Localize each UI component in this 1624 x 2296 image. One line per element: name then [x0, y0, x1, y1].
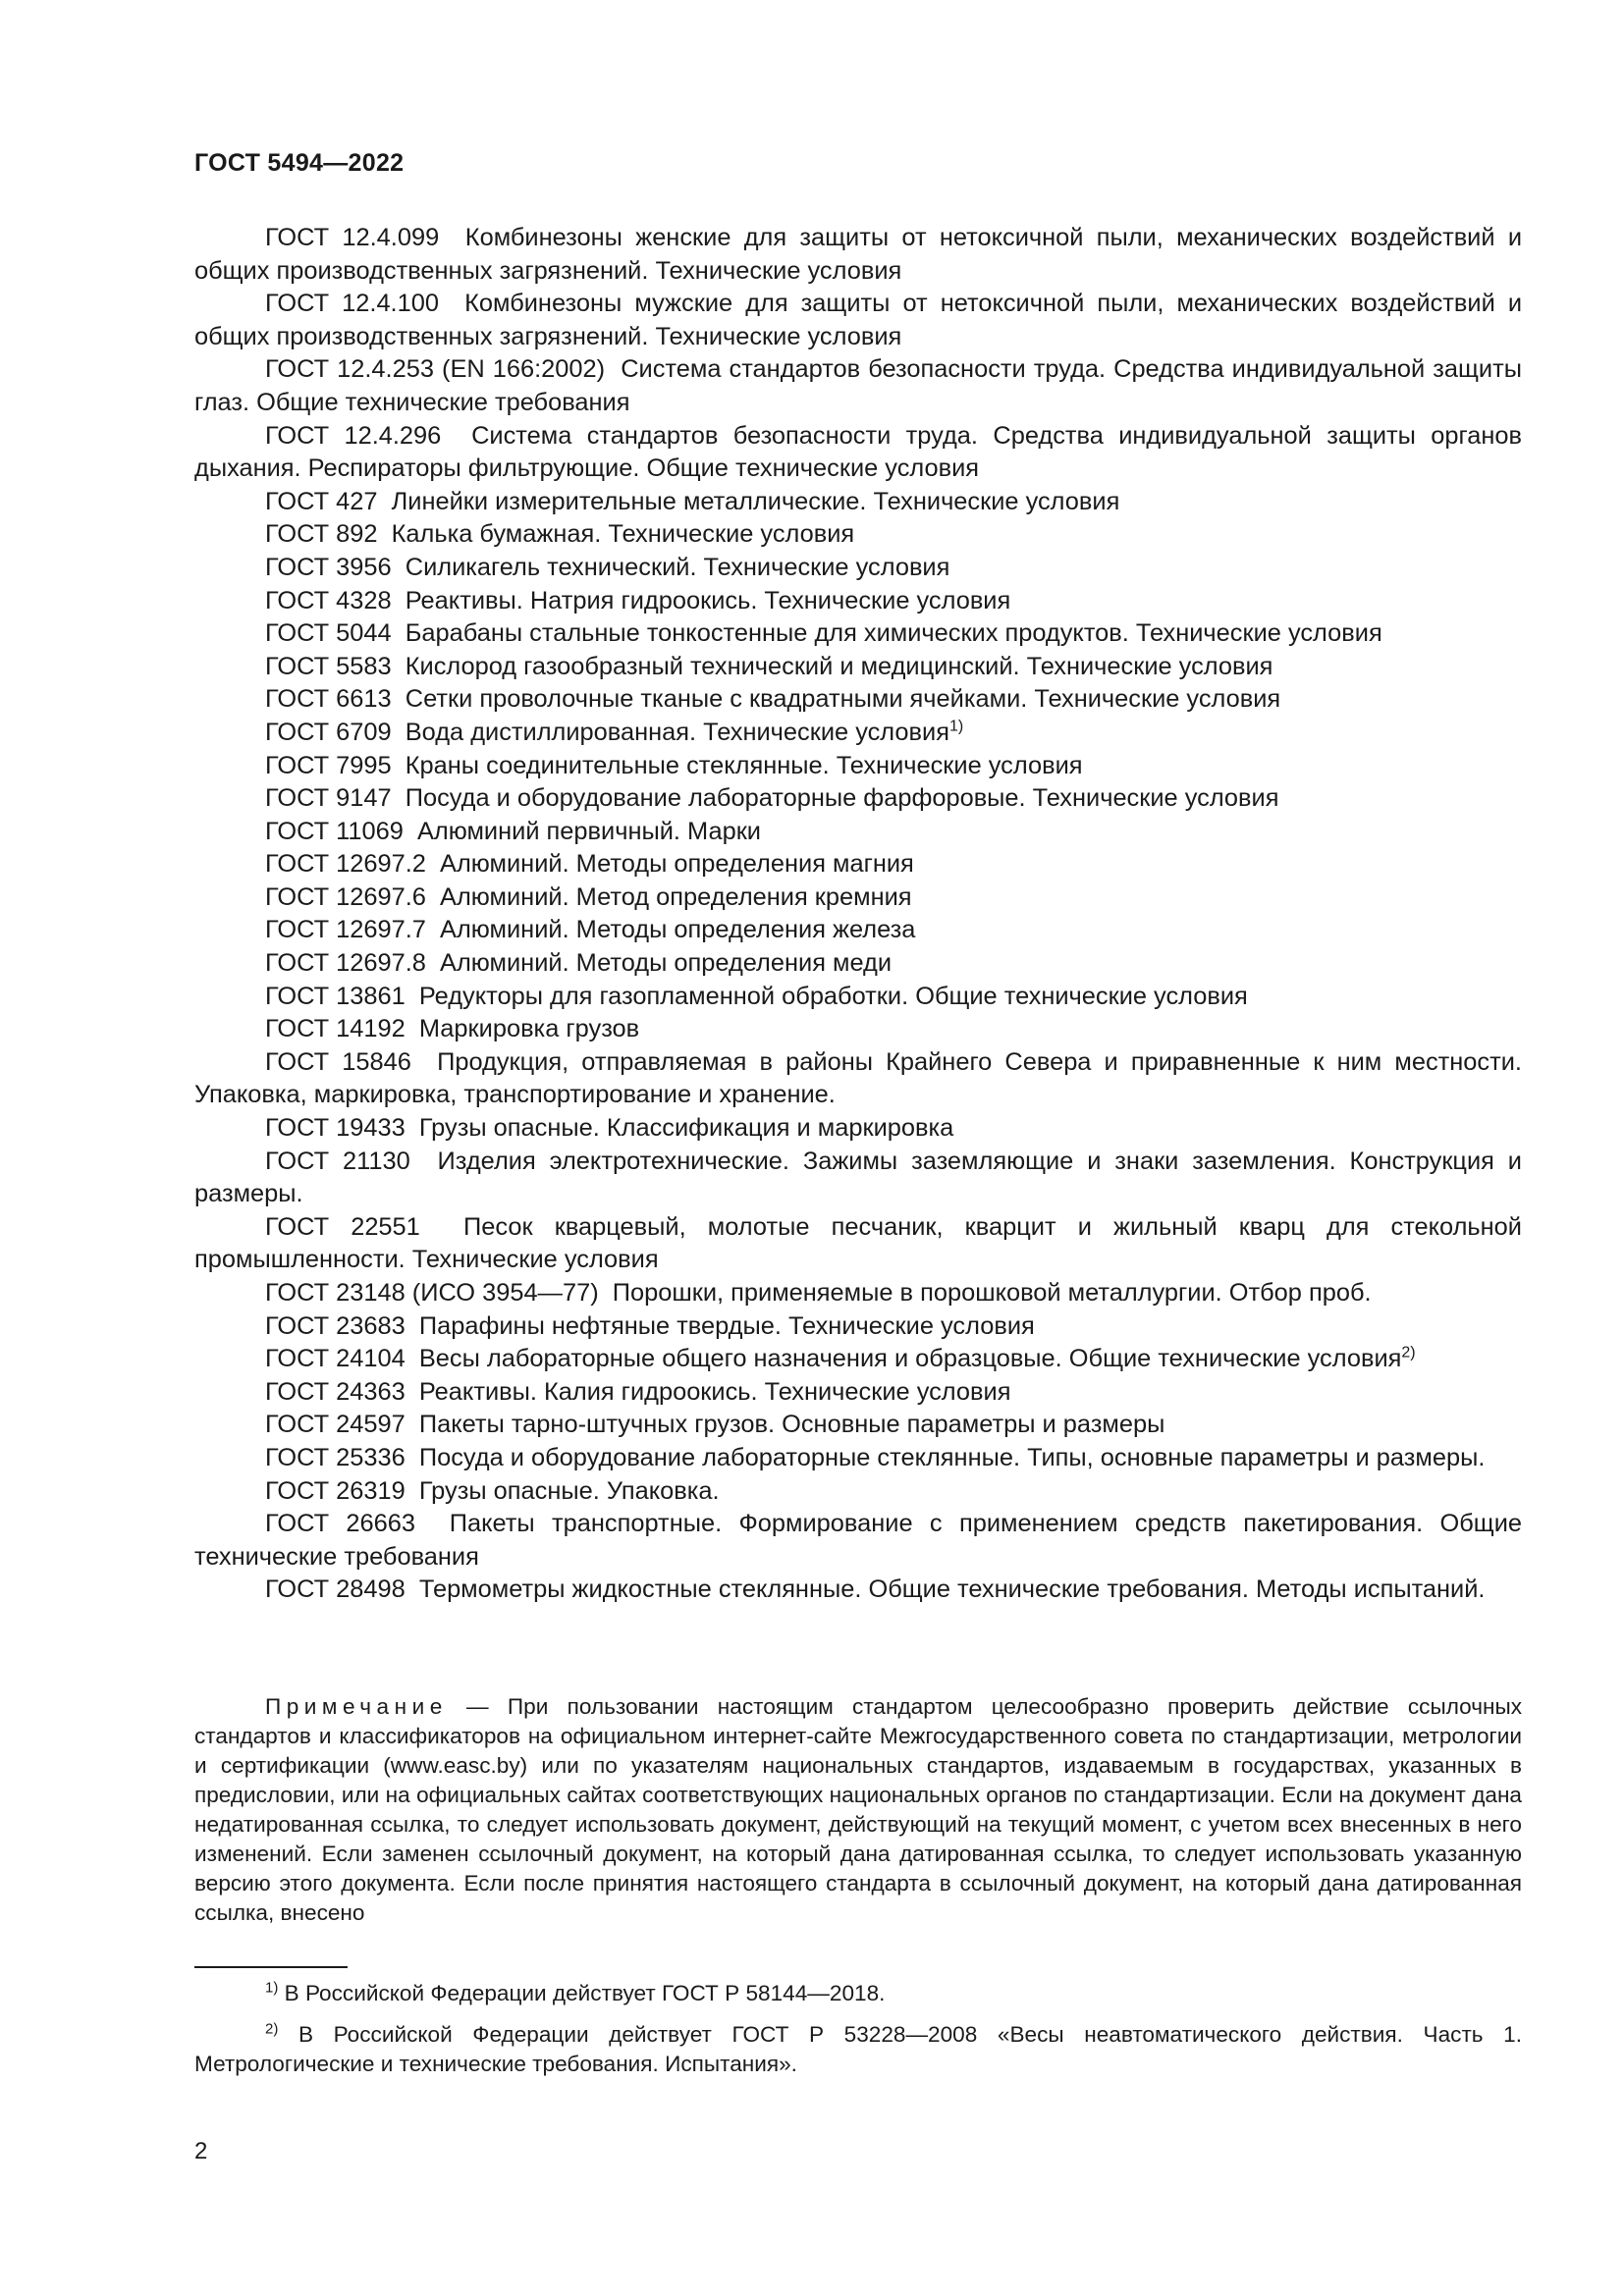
reference-code: ГОСТ 892 — [265, 520, 378, 549]
document-header: ГОСТ 5494—2022 — [194, 149, 405, 177]
reference-code: ГОСТ 26663 — [265, 1510, 416, 1538]
reference-item — [194, 717, 1522, 750]
reference-title: Кислород газообразный технический и медицинский. Технические условия — [405, 652, 1273, 680]
reference-code: ГОСТ 5583 — [265, 652, 392, 680]
reference-title: Краны соединительные стеклянные. Технические условия — [405, 751, 1083, 779]
reference-item — [194, 651, 1522, 684]
reference-item — [194, 617, 1522, 651]
note-label: Примечание — [265, 1694, 448, 1719]
reference-title: Реактивы. Калия гидроокись. Технические условия — [418, 1377, 1011, 1406]
note-paragraph — [194, 1692, 1522, 1928]
reference-item — [194, 288, 1522, 353]
reference-title: Весы лабораторные общего назначения и образцовые. Общие технические условия — [418, 1345, 1402, 1373]
reference-code: ГОСТ 12697.7 — [265, 916, 426, 944]
reference-item — [194, 420, 1522, 486]
reference-item — [194, 1112, 1522, 1146]
reference-code: ГОСТ 25336 — [265, 1443, 406, 1471]
reference-code: ГОСТ 12.4.100 — [265, 290, 439, 318]
reference-code: ГОСТ 13861 — [265, 982, 406, 1010]
reference-title: Изделия электротехнические. Зажимы заземляющие и знаки заземления. Конструкция и размеры. — [194, 1147, 1522, 1208]
reference-code: ГОСТ 14192 — [265, 1015, 406, 1043]
reference-item — [194, 1475, 1522, 1509]
reference-item — [194, 222, 1522, 288]
footnote-text: В Российской Федерации действует ГОСТ Р 53228—2008 «Весы неавтоматического действия. Часть 1. Метрологические и технические требования. Испытания». — [194, 2022, 1522, 2076]
reference-title: Комбинезоны мужские для защиты от нетоксичной пыли, механических воздействий и общих производственных загрязнений. Технические условия — [194, 290, 1523, 350]
reference-item — [194, 486, 1522, 519]
reference-item — [194, 585, 1522, 618]
reference-item — [194, 981, 1522, 1014]
reference-title: Калька бумажная. Технические условия — [391, 520, 855, 549]
reference-item — [194, 1146, 1522, 1211]
reference-title: Система стандартов безопасности труда. Средства индивидуальной защиты глаз. Общие технические требования — [194, 355, 1522, 416]
reference-title: Грузы опасные. Классификация и маркировка — [418, 1114, 954, 1143]
reference-code: ГОСТ 24104 — [265, 1345, 406, 1373]
reference-item — [194, 353, 1522, 419]
footnote-mark: 1) — [265, 1979, 279, 1997]
reference-code: ГОСТ 26319 — [265, 1476, 406, 1505]
note-text: — При пользовании настоящим стандартом целесообразно проверить действие ссылочных стандартов и классификаторов на официальном интернет-сайте Межгосударственного совета по стандартизации, метрологии и сертификации (www.easc.by) или по указателям национальных стандартов, издаваемым в государствах, указанных в предисловии, или на официальных сайтах соответствующих национальных органов по стандартизации. Если на документ дана недатированная ссылка, то следует использовать документ, действующий на текущий момент, с учетом всех внесенных в него изменений. Если заменен ссылочный документ, на который дана датированная ссылка, то следует использовать указанную версию этого документа. Если после принятия настоящего стандарта в ссылочный документ, на который дана датированная ссылка, внесено — [194, 1694, 1522, 1925]
reference-title: Линейки измерительные металлические. Технические условия — [391, 487, 1120, 515]
reference-code: ГОСТ 21130 — [265, 1147, 410, 1175]
reference-title: Реактивы. Натрия гидроокись. Технические условия — [405, 586, 1011, 614]
reference-item — [194, 1409, 1522, 1442]
reference-code: ГОСТ 12.4.253 (EN 166:2002) — [265, 355, 606, 384]
reference-title: Алюминий. Методы определения магния — [440, 850, 914, 879]
reference-title: Система стандартов безопасности труда. Средства индивидуальной защиты органов дыхания. Респираторы фильтрующие. Общие технические условия — [194, 421, 1523, 483]
reference-title: Сетки проволочные тканые с квадратными ячейками. Технические условия — [405, 685, 1281, 714]
reference-title: Посуда и оборудование лабораторные стеклянные. Типы, основные параметры и размеры. — [418, 1443, 1486, 1471]
reference-code: ГОСТ 427 — [265, 487, 378, 515]
reference-item — [194, 816, 1522, 849]
reference-item — [194, 518, 1522, 552]
reference-title: Алюминий. Методы определения железа — [440, 916, 916, 944]
reference-title: Барабаны стальные тонкостенные для химических продуктов. Технические условия — [405, 619, 1382, 648]
reference-title: Силикагель технический. Технические условия — [405, 553, 950, 581]
reference-item — [194, 1574, 1522, 1607]
reference-item — [194, 1343, 1522, 1376]
reference-item — [194, 947, 1522, 981]
reference-code: ГОСТ 12.4.099 — [265, 224, 440, 251]
reference-title: Алюминий первичный. Марки — [416, 817, 761, 845]
footnote-mark: 2) — [265, 2020, 279, 2038]
reference-title: Порошки, применяемые в порошковой металлургии. Отбор проб. — [612, 1279, 1372, 1307]
reference-title: Песок кварцевый, молотые песчаник, кварцит и жильный кварц для стекольной промышленности. Технические условия — [194, 1212, 1522, 1274]
reference-code: ГОСТ 15846 — [265, 1047, 411, 1076]
reference-title: Алюминий. Метод определения кремния — [440, 882, 912, 911]
reference-code: ГОСТ 6709 — [265, 718, 392, 746]
footnote-text: В Российской Федерации действует ГОСТ Р 58144—2018. — [284, 1981, 886, 2005]
reference-title: Парафины нефтяные твердые. Технические условия — [418, 1311, 1035, 1340]
reference-list — [194, 222, 1522, 1607]
reference-code: ГОСТ 23683 — [265, 1311, 406, 1340]
reference-code: ГОСТ 22551 — [265, 1212, 420, 1241]
reference-title: Вода дистиллированная. Технические условия — [405, 718, 949, 746]
reference-code: ГОСТ 28498 — [265, 1575, 406, 1604]
reference-code: ГОСТ 12697.6 — [265, 882, 426, 911]
reference-item — [194, 1013, 1522, 1046]
reference-item — [194, 1310, 1522, 1344]
reference-code: ГОСТ 19433 — [265, 1114, 406, 1143]
reference-title: Продукция, отправляемая в районы Крайнего Севера и приравненные к ним местности. Упаковка, маркировка, транспортирование и хранение. — [194, 1047, 1522, 1109]
reference-item — [194, 1508, 1522, 1574]
reference-title: Редукторы для газопламенной обработки. Общие технические условия — [418, 982, 1248, 1010]
reference-code: ГОСТ 23148 (ИСО 3954—77) — [265, 1279, 599, 1307]
footnote-reference: 2) — [1401, 1344, 1416, 1362]
reference-title: Комбинезоны женские для защиты от нетоксичной пыли, механических воздействий и общих производственных загрязнений. Технические условия — [194, 224, 1523, 285]
footnote-1 — [194, 1979, 1522, 2008]
footnotes — [194, 1979, 1522, 2091]
reference-item — [194, 782, 1522, 816]
reference-code: ГОСТ 11069 — [265, 817, 404, 845]
reference-code: ГОСТ 24363 — [265, 1377, 406, 1406]
reference-code: ГОСТ 6613 — [265, 685, 392, 714]
reference-code: ГОСТ 12697.8 — [265, 949, 426, 978]
reference-item — [194, 1211, 1522, 1277]
reference-code: ГОСТ 24597 — [265, 1411, 406, 1439]
reference-code: ГОСТ 3956 — [265, 553, 392, 581]
reference-title: Грузы опасные. Упаковка. — [418, 1476, 720, 1505]
footnote-reference: 1) — [948, 718, 964, 735]
reference-item — [194, 683, 1522, 717]
reference-code: ГОСТ 12697.2 — [265, 850, 426, 879]
reference-title: Пакеты транспортные. Формирование с применением средств пакетирования. Общие технические требования — [194, 1510, 1523, 1571]
reference-item — [194, 750, 1522, 783]
reference-code: ГОСТ 4328 — [265, 586, 392, 614]
reference-title: Термометры жидкостные стеклянные. Общие технические требования. Методы испытаний. — [418, 1575, 1486, 1604]
footnote-divider — [194, 1966, 348, 1968]
footnote-2 — [194, 2020, 1522, 2079]
reference-item — [194, 1046, 1522, 1112]
page-number: 2 — [194, 2138, 208, 2164]
reference-item — [194, 1376, 1522, 1410]
reference-item — [194, 848, 1522, 881]
reference-code: ГОСТ 7995 — [265, 751, 392, 779]
reference-item — [194, 552, 1522, 585]
reference-title: Алюминий. Методы определения меди — [440, 949, 893, 978]
reference-item — [194, 881, 1522, 915]
reference-title: Маркировка грузов — [418, 1015, 640, 1043]
reference-item — [194, 1442, 1522, 1475]
reference-item — [194, 1277, 1522, 1310]
reference-title: Пакеты тарно-штучных грузов. Основные параметры и размеры — [418, 1411, 1165, 1439]
reference-title: Посуда и оборудование лабораторные фарфоровые. Технические условия — [405, 784, 1279, 813]
reference-code: ГОСТ 5044 — [265, 619, 392, 648]
reference-code: ГОСТ 9147 — [265, 784, 392, 813]
reference-code: ГОСТ 12.4.296 — [265, 421, 442, 450]
reference-item — [194, 914, 1522, 947]
